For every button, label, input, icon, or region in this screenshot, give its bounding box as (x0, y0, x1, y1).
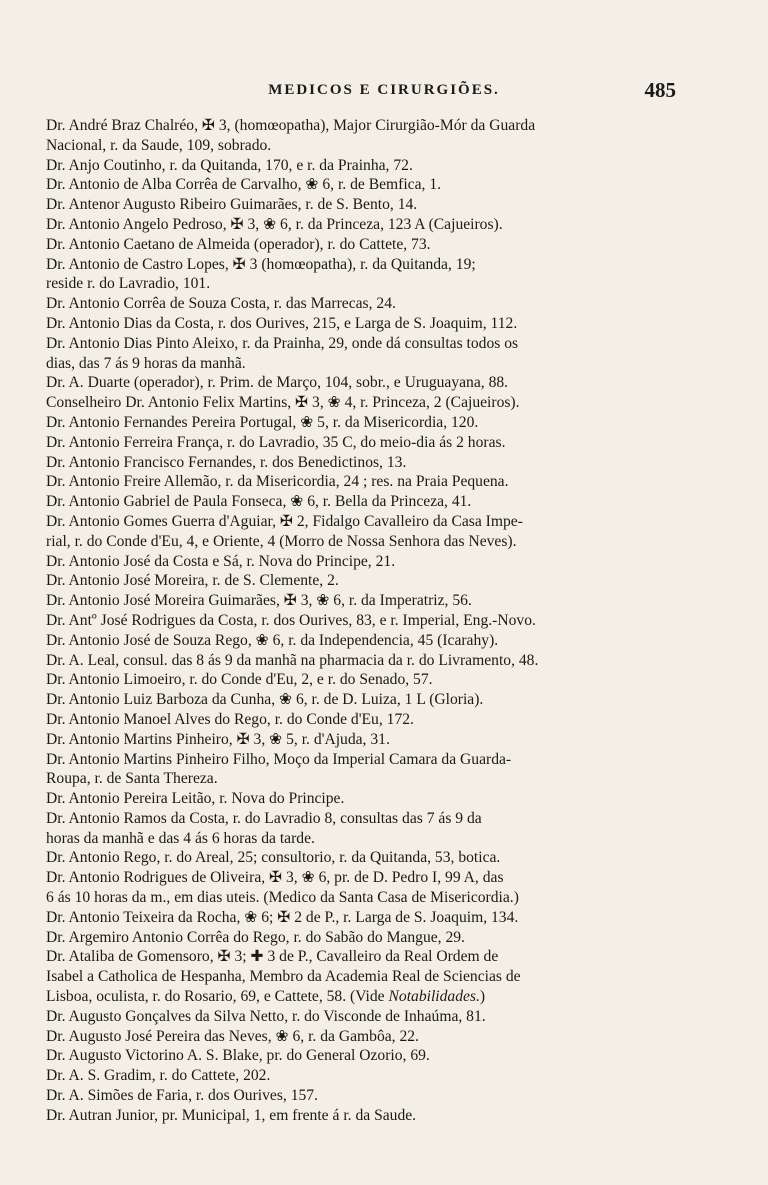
directory-entry (46, 690, 686, 710)
directory-entry (46, 235, 686, 255)
entry-text: Dr. Antonio José Moreira Guimarães, ✠ 3, ❀ 6, r. da Imperatriz, 56. (46, 592, 472, 610)
entry-line-3 (46, 987, 686, 1007)
entry-line-2 (46, 888, 686, 908)
entry-text: Dr. Antonio Francisco Fernandes, r. dos Benedictinos, 13. (46, 453, 407, 471)
entry-text: Dr. Antonio Angelo Pedroso, ✠ 3, ❀ 6, r. da Princeza, 123 A (Cajueiros). (46, 215, 503, 233)
entry-text: Dr. Antonio José de Souza Rego, ❀ 6, r. da Independencia, 45 (Icarahy). (46, 631, 499, 649)
directory-entry (46, 1086, 686, 1106)
entry-text: Dr. Antonio Dias da Costa, r. dos Ourives, 215, e Larga de S. Joaquim, 112. (46, 314, 518, 332)
entry-line-1 (46, 334, 686, 354)
entry-text: Dr. Antonio Gabriel de Paula Fonseca, ❀ 6, r. Bella da Princeza, 41. (46, 493, 472, 511)
entry-text: Dr. Antonio de Alba Corrêa de Carvalho, ❀ 6, r. de Bemfica, 1. (46, 176, 442, 194)
entry-text: ) (479, 988, 486, 1006)
entry-line-1 (46, 373, 686, 393)
entry-line-1 (46, 928, 686, 948)
entry-text: Dr. A. Duarte (operador), r. Prim. de Março, 104, sobr., e Uruguayana, 88. (46, 374, 509, 392)
entry-text: Dr. Antonio Manoel Alves do Rego, r. do Conde d'Eu, 172. (46, 710, 414, 728)
entry-line-2 (46, 967, 686, 987)
directory-entry (46, 175, 686, 195)
directory-entry (46, 631, 686, 651)
directory-entry (46, 947, 686, 1006)
directory-entry (46, 1106, 686, 1126)
entry-text: horas da manhã e das 4 ás 6 horas da tarde. (46, 829, 315, 847)
entry-line-1 (46, 908, 686, 928)
entry-text: Dr. Antº José Rodrigues da Costa, r. dos Ourives, 83, e r. Imperial, Eng.-Novo. (46, 611, 536, 629)
entry-text: Dr. Antonio Ramos da Costa, r. do Lavradio 8, consultas das 7 ás 9 da (46, 809, 482, 827)
directory-entry (46, 1046, 686, 1066)
entry-text: Isabel a Catholica de Hespanha, Membro da Academia Real de Sciencias de (46, 968, 521, 986)
entry-text: Lisboa, oculista, r. do Rosario, 69, e Cattete, 58. (Vide (46, 988, 389, 1006)
directory-entry (46, 809, 686, 849)
directory-entry (46, 472, 686, 492)
entry-line-1 (46, 413, 686, 433)
directory-entry (46, 334, 686, 374)
entry-line-1 (46, 591, 686, 611)
entry-line-1 (46, 651, 686, 671)
directory-entry (46, 611, 686, 631)
directory-entry (46, 492, 686, 512)
directory-entry (46, 393, 686, 413)
entry-line-1 (46, 690, 686, 710)
entry-text: Dr. Antenor Augusto Ribeiro Guimarães, r. de S. Bento, 14. (46, 196, 418, 214)
directory-entry (46, 651, 686, 671)
entry-line-1 (46, 868, 686, 888)
entry-line-1 (46, 1007, 686, 1027)
entry-line-1 (46, 235, 686, 255)
entry-line-1 (46, 156, 686, 176)
entry-line-1 (46, 492, 686, 512)
entry-text: Dr. Argemiro Antonio Corrêa do Rego, r. do Sabão do Mangue, 29. (46, 928, 465, 946)
entry-line-1 (46, 1106, 686, 1126)
directory-entry (46, 215, 686, 235)
entry-line-1 (46, 848, 686, 868)
entry-text: reside r. do Lavradio, 101. (46, 275, 211, 293)
directory-list (46, 116, 686, 1126)
entry-text: Roupa, r. de Santa Thereza. (46, 770, 218, 788)
entry-text: Dr. Antonio Rodrigues de Oliveira, ✠ 3, ❀ 6, pr. de D. Pedro I, 99 A, das (46, 869, 504, 887)
directory-entry (46, 512, 686, 552)
section-title: MEDICOS E CIRURGIÕES. (268, 82, 500, 98)
entry-text: Dr. Antonio Rego, r. do Areal, 25; consultorio, r. da Quitanda, 53, botica. (46, 849, 501, 867)
directory-entry (46, 156, 686, 176)
entry-line-1 (46, 750, 686, 770)
entry-text: Dr. Antonio José Moreira, r. de S. Clemente, 2. (46, 572, 339, 590)
directory-entry (46, 453, 686, 473)
directory-entry (46, 413, 686, 433)
entry-line-1 (46, 294, 686, 314)
entry-line-1 (46, 789, 686, 809)
entry-text: Dr. Antonio Teixeira da Rocha, ❀ 6; ✠ 2 de P., r. Larga de S. Joaquim, 134. (46, 908, 519, 926)
entry-text: Dr. Augusto Gonçalves da Silva Netto, r. do Visconde de Inhaúma, 81. (46, 1007, 486, 1025)
entry-line-2 (46, 354, 686, 374)
entry-text: Dr. Antonio Dias Pinto Aleixo, r. da Prainha, 29, onde dá consultas todos os (46, 334, 519, 352)
directory-entry (46, 195, 686, 215)
entry-line-2 (46, 829, 686, 849)
entry-line-1 (46, 453, 686, 473)
entry-line-1 (46, 947, 686, 967)
entry-line-1 (46, 116, 686, 136)
entry-line-1 (46, 1046, 686, 1066)
directory-entry (46, 294, 686, 314)
directory-entry (46, 710, 686, 730)
directory-entry (46, 552, 686, 572)
running-header (0, 78, 768, 108)
entry-text: Dr. Ataliba de Gomensoro, ✠ 3; ✚ 3 de P., Cavalleiro da Real Ordem de (46, 948, 499, 966)
directory-entry (46, 314, 686, 334)
directory-entry (46, 571, 686, 591)
directory-entry (46, 750, 686, 790)
entry-text: rial, r. do Conde d'Eu, 4, e Oriente, 4 (Morro de Nossa Senhora das Neves). (46, 532, 517, 550)
entry-text: Dr. Antonio Pereira Leitão, r. Nova do Principe. (46, 790, 345, 808)
entry-line-1 (46, 611, 686, 631)
entry-line-1 (46, 195, 686, 215)
directory-entry (46, 848, 686, 868)
entry-text: Dr. Antonio Ferreira França, r. do Lavradio, 35 C, do meio-dia ás 2 horas. (46, 433, 506, 451)
entry-text: Dr. Augusto José Pereira das Neves, ❀ 6, r. da Gambôa, 22. (46, 1027, 419, 1045)
directory-entry (46, 730, 686, 750)
directory-entry (46, 255, 686, 295)
entry-line-1 (46, 571, 686, 591)
entry-line-1 (46, 255, 686, 275)
entry-reference-italic: Notabilidades. (388, 988, 480, 1006)
entry-line-1 (46, 314, 686, 334)
directory-entry (46, 1027, 686, 1047)
page-number: 485 (644, 78, 676, 102)
entry-line-1 (46, 393, 686, 413)
entry-line-1 (46, 472, 686, 492)
directory-entry (46, 868, 686, 908)
entry-line-1 (46, 1027, 686, 1047)
directory-entry (46, 591, 686, 611)
directory-entry (46, 670, 686, 690)
directory-entry (46, 1066, 686, 1086)
entry-line-1 (46, 730, 686, 750)
directory-entry (46, 433, 686, 453)
entry-line-2 (46, 274, 686, 294)
entry-text: Dr. A. S. Gradim, r. do Cattete, 202. (46, 1067, 271, 1085)
entry-text: Dr. Antonio Luiz Barboza da Cunha, ❀ 6, r. de D. Luiza, 1 L (Gloria). (46, 691, 484, 709)
entry-line-1 (46, 1066, 686, 1086)
directory-entry (46, 908, 686, 928)
entry-text: Dr. Antonio Fernandes Pereira Portugal, ❀ 5, r. da Misericordia, 120. (46, 413, 479, 431)
directory-entry (46, 373, 686, 393)
entry-text: Conselheiro Dr. Antonio Felix Martins, ✠ 3, ❀ 4, r. Princeza, 2 (Cajueiros). (46, 394, 520, 412)
directory-entry (46, 789, 686, 809)
entry-line-2 (46, 532, 686, 552)
entry-line-1 (46, 175, 686, 195)
entry-text: Dr. Antonio Gomes Guerra d'Aguiar, ✠ 2, Fidalgo Cavalleiro da Casa Impe- (46, 512, 523, 530)
entry-line-1 (46, 433, 686, 453)
entry-line-1 (46, 631, 686, 651)
entry-text: Dr. Antonio Caetano de Almeida (operador), r. do Cattete, 73. (46, 235, 431, 253)
entry-text: Dr. Autran Junior, pr. Municipal, 1, em frente á r. da Saude. (46, 1106, 417, 1124)
entry-line-1 (46, 552, 686, 572)
entry-text: Dr. Antonio Corrêa de Souza Costa, r. das Marrecas, 24. (46, 295, 396, 313)
entry-text: Dr. Antonio José da Costa e Sá, r. Nova do Principe, 21. (46, 552, 396, 570)
entry-line-1 (46, 809, 686, 829)
entry-line-1 (46, 1086, 686, 1106)
entry-text: Dr. A. Simões de Faria, r. dos Ourives, 157. (46, 1087, 319, 1105)
entry-line-2 (46, 136, 686, 156)
entry-line-1 (46, 215, 686, 235)
entry-text: Dr. Antonio de Castro Lopes, ✠ 3 (homœopatha), r. da Quitanda, 19; (46, 255, 476, 273)
directory-entry (46, 116, 686, 156)
entry-text: Dr. André Braz Chalréo, ✠ 3, (homœopatha), Major Cirurgião-Mór da Guarda (46, 117, 536, 134)
entry-text: Dr. A. Leal, consul. das 8 ás 9 da manhã na pharmacia da r. do Livramento, 48. (46, 651, 539, 669)
entry-text: Nacional, r. da Saude, 109, sobrado. (46, 136, 272, 154)
entry-text: dias, das 7 ás 9 horas da manhã. (46, 354, 246, 372)
entry-text: Dr. Antonio Limoeiro, r. do Conde d'Eu, 2, e r. do Senado, 57. (46, 671, 433, 689)
entry-line-2 (46, 769, 686, 789)
entry-text: 6 ás 10 horas da m., em dias uteis. (Medico da Santa Casa de Misericordia.) (46, 889, 519, 907)
entry-text: Dr. Antonio Martins Pinheiro Filho, Moço da Imperial Camara da Guarda- (46, 750, 512, 768)
entry-text: Dr. Antonio Freire Allemão, r. da Misericordia, 24 ; res. na Praia Pequena. (46, 473, 509, 491)
directory-entry (46, 928, 686, 948)
entry-line-1 (46, 512, 686, 532)
entry-text: Dr. Augusto Victorino A. S. Blake, pr. do General Ozorio, 69. (46, 1047, 430, 1065)
directory-entry (46, 1007, 686, 1027)
entry-text: Dr. Antonio Martins Pinheiro, ✠ 3, ❀ 5, r. d'Ajuda, 31. (46, 730, 390, 748)
entry-line-1 (46, 670, 686, 690)
entry-text: Dr. Anjo Coutinho, r. da Quitanda, 170, e r. da Prainha, 72. (46, 156, 413, 174)
entry-line-1 (46, 710, 686, 730)
